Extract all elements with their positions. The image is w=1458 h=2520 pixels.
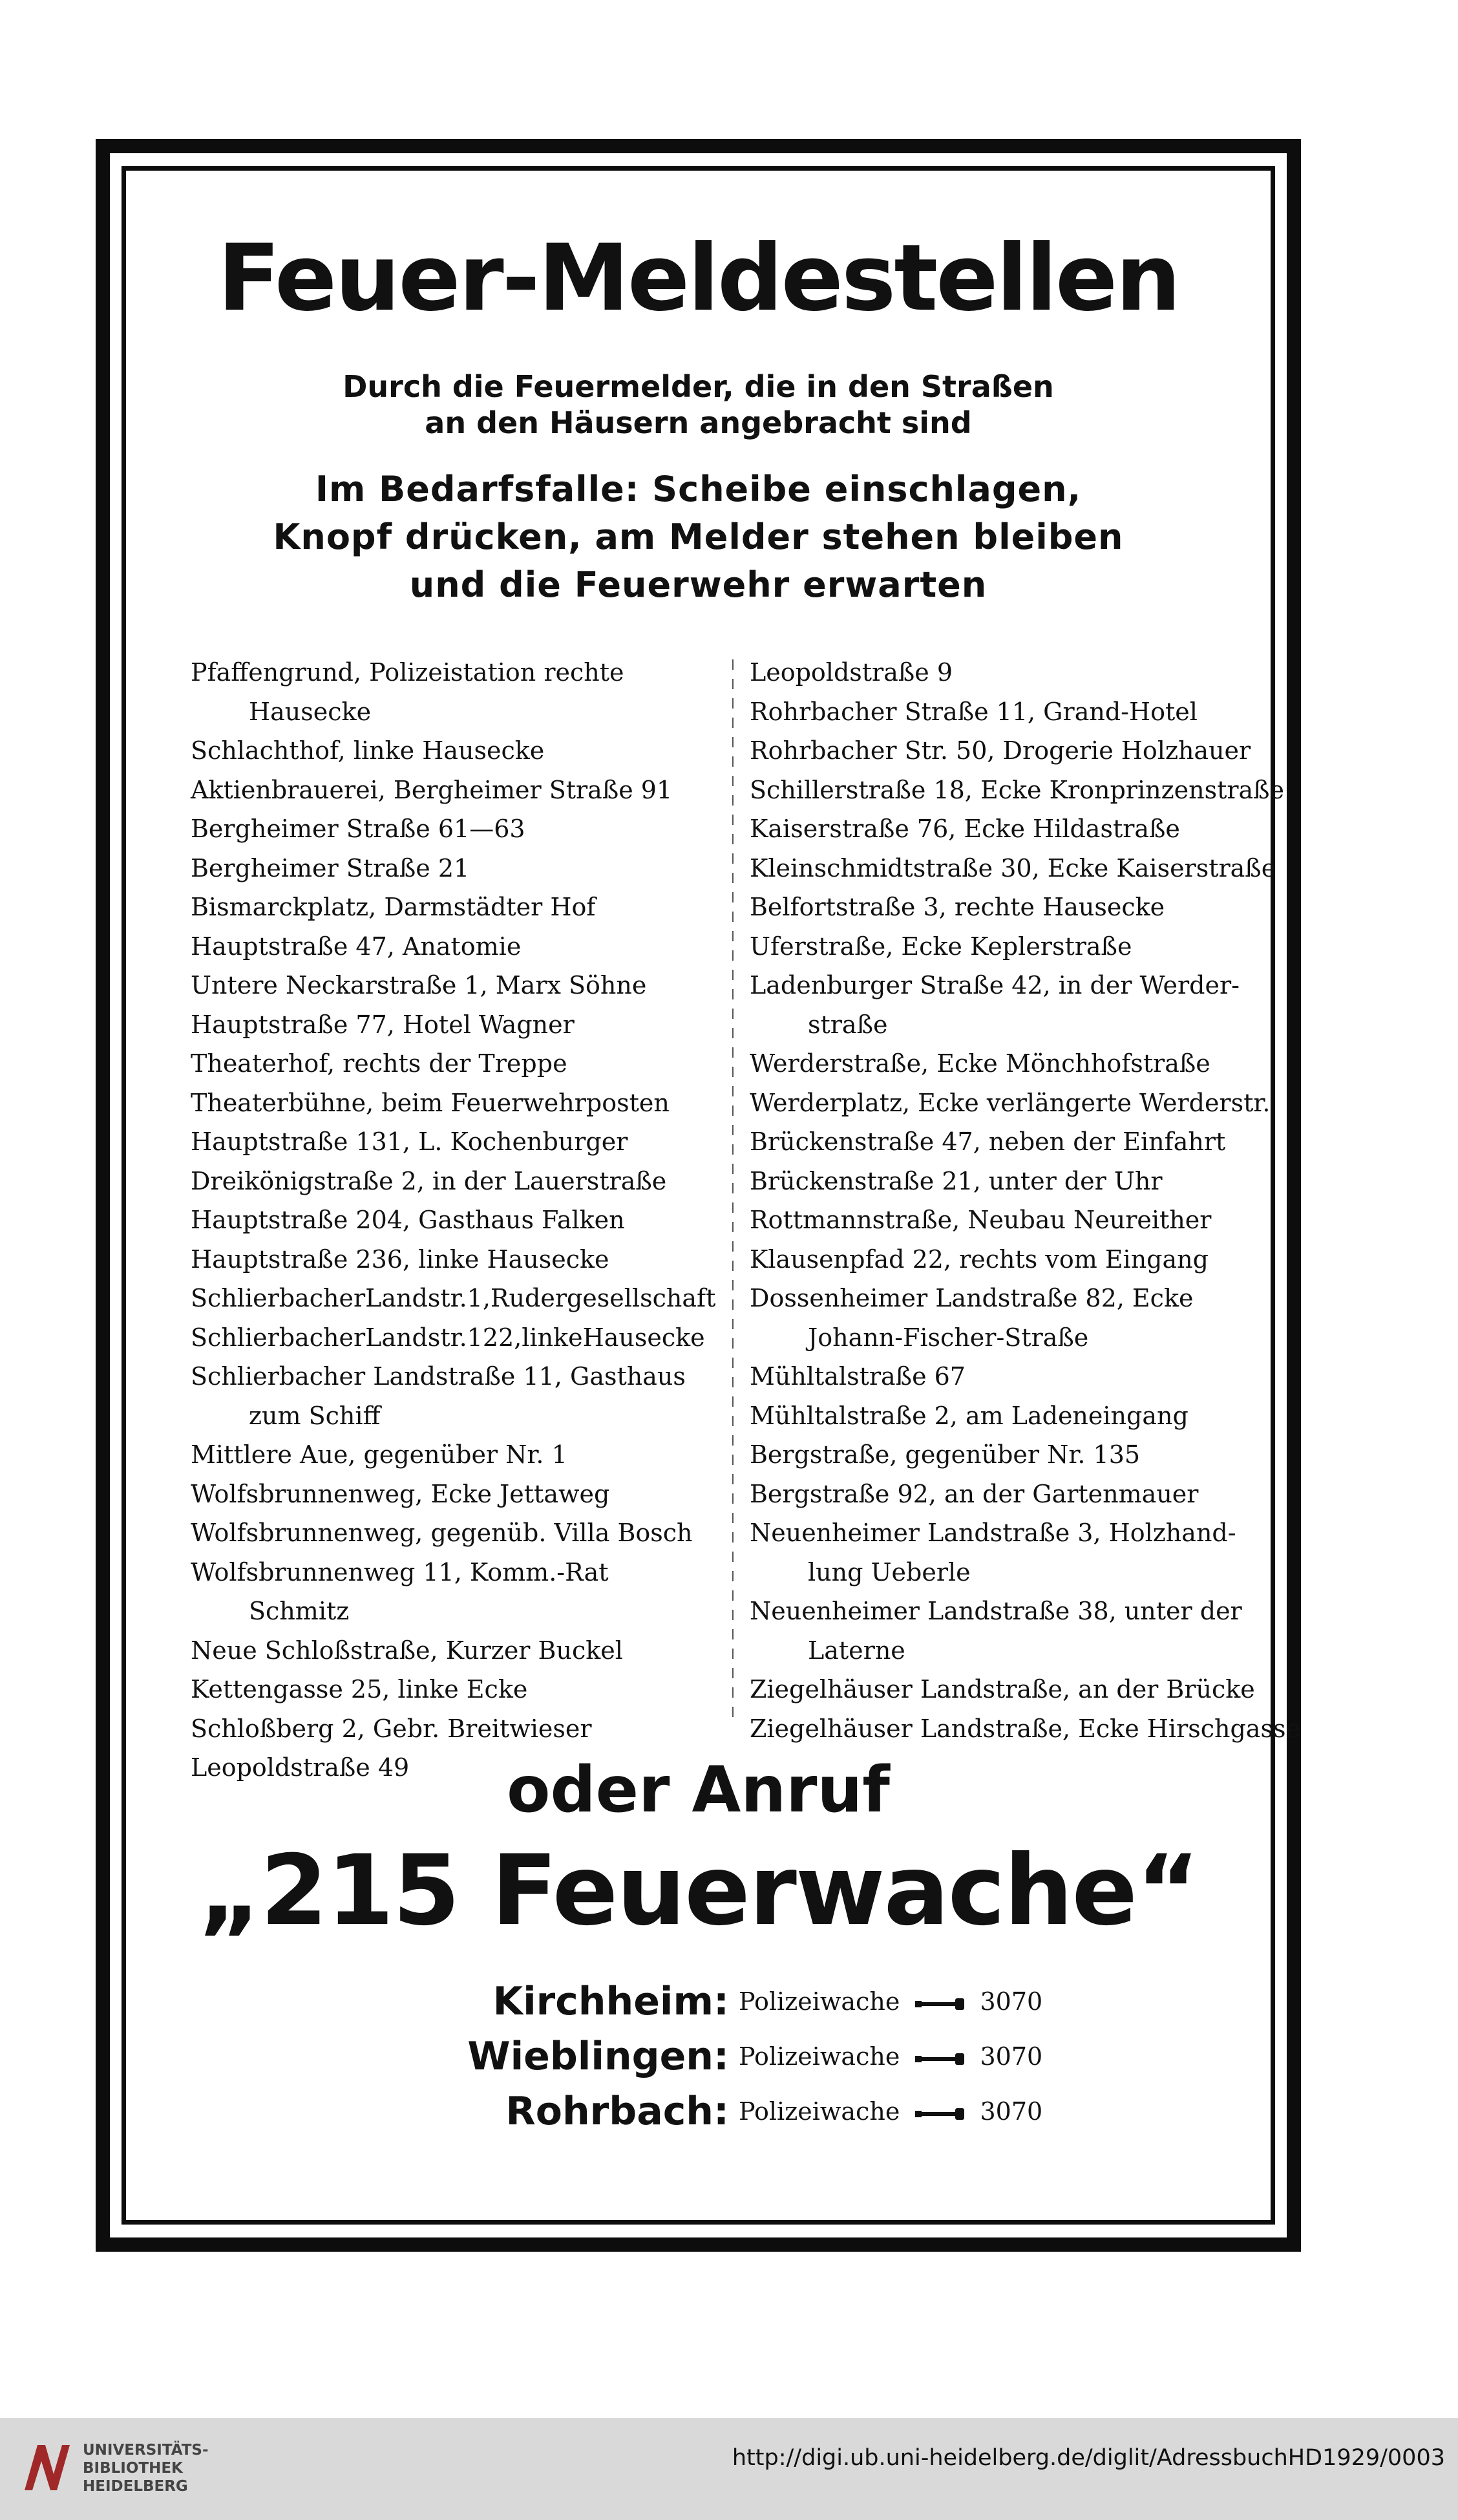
library-footer <box>0 2418 1458 2520</box>
location-entry: Kleinschmidtstraße 30, Ecke Kaiserstraße <box>750 853 1276 882</box>
location-entry: Bergheimer Straße 21 <box>191 853 470 882</box>
location-entry: Kaiserstraße 76, Ecke Hildastraße <box>750 815 1180 843</box>
location-entry: Mühltalstraße 2, am Ladeneingang <box>750 1401 1189 1430</box>
instructions-line-1: Im Bedarfsfalle: Scheibe einschlagen, <box>315 469 1082 509</box>
station-kirchheim <box>122 1975 1275 2028</box>
library-name <box>83 2441 209 2495</box>
subtitle-line-1: Durch die Feuermelder, die in den Straßen <box>343 369 1054 404</box>
station-name: Kirchheim: <box>492 1979 729 2024</box>
location-entry: Neue Schloßstraße, Kurzer Buckel <box>191 1636 623 1665</box>
station-service-label: Polizeiwache <box>739 2042 900 2071</box>
library-name-line-3: HEIDELBERG <box>83 2478 188 2495</box>
location-entry: Dossenheimer Landstraße 82, Ecke <box>750 1284 1194 1312</box>
location-entry: Theaterbühne, beim Feuerwehrposten <box>191 1088 670 1117</box>
station-name: Wieblingen: <box>467 2034 729 2079</box>
source-url-link[interactable]: http://digi.ub.uni-heidelberg.de/diglit/AdressbuchHD1929/0003 <box>732 2445 1445 2471</box>
location-entry: Hauptstraße 204, Gasthaus Falken <box>191 1206 625 1234</box>
location-entry: Klausenpfad 22, rechts vom Eingang <box>750 1244 1209 1274</box>
station-name: Rohrbach: <box>505 2089 729 2134</box>
location-entry: Bergstraße 92, an der Gartenmauer <box>750 1479 1199 1508</box>
telephone-icon <box>914 2106 966 2122</box>
location-entry: Wolfsbrunnenweg, Ecke Jettaweg <box>191 1479 610 1508</box>
location-entry: SchlierbacherLandstr.1,Rudergesellschaft <box>191 1284 716 1312</box>
location-entry: Bergstraße, gegenüber Nr. 135 <box>750 1440 1141 1469</box>
station-number: 3070 <box>980 2042 1043 2071</box>
location-entry: Mittlere Aue, gegenüber Nr. 1 <box>191 1440 567 1469</box>
location-entry: Rohrbacher Straße 11, Grand-Hotel <box>750 697 1198 726</box>
library-logo-icon <box>18 2439 76 2497</box>
location-entry: Werderstraße, Ecke Mönchhofstraße <box>750 1049 1210 1078</box>
location-entry: Werderplatz, Ecke verlängerte Werderstr. <box>750 1088 1271 1117</box>
station-service <box>739 1975 1042 2028</box>
location-entry: Schlierbacher Landstraße 11, Gasthaus <box>191 1362 686 1391</box>
location-entry: Leopoldstraße 9 <box>750 658 953 687</box>
location-entry: Johann-Fischer-Straße <box>808 1323 1089 1352</box>
location-entry: Pfaffengrund, Polizeistation rechte <box>191 658 624 687</box>
location-entry: Untere Neckarstraße 1, Marx Söhne <box>191 971 647 999</box>
location-entry: Hauptstraße 47, Anatomie <box>191 932 522 961</box>
locations-right-column <box>750 653 1300 1748</box>
location-entry: Hausecke <box>249 697 372 726</box>
location-entry: Schmitz <box>249 1597 350 1625</box>
locations-left-column <box>191 653 714 1788</box>
subtitle <box>122 368 1275 441</box>
location-entry: Rohrbacher Str. 50, Drogerie Holzhauer <box>750 736 1251 765</box>
page-title: Feuer-Meldestellen <box>217 225 1179 332</box>
location-entry: Leopoldstraße 49 <box>191 1753 410 1782</box>
column-divider <box>732 659 734 1726</box>
location-entry: straße <box>808 1010 888 1039</box>
telephone-icon <box>914 2051 966 2067</box>
call-label: oder Anruf <box>507 1753 890 1827</box>
location-entry: Bismarckplatz, Darmstädter Hof <box>191 893 596 921</box>
location-entry: Dreikönigstraße 2, in der Lauerstraße <box>191 1166 667 1195</box>
location-entry: Theaterhof, rechts der Treppe <box>191 1049 567 1078</box>
location-entry: Wolfsbrunnenweg, gegenüb. Villa Bosch <box>191 1519 693 1547</box>
location-entry: Aktienbrauerei, Bergheimer Straße 91 <box>191 775 673 804</box>
location-entry: Bergheimer Straße 61—63 <box>191 815 525 843</box>
station-wieblingen <box>122 2030 1275 2083</box>
location-entry: zum Schiff <box>249 1401 381 1430</box>
location-entry: lung Ueberle <box>808 1557 971 1586</box>
location-entry: Schlachthof, linke Hausecke <box>191 736 545 765</box>
station-number: 3070 <box>980 1987 1043 2016</box>
location-entry: Belfortstraße 3, rechte Hausecke <box>750 893 1165 921</box>
location-entry: Brückenstraße 47, neben der Einfahrt <box>750 1127 1226 1156</box>
location-entry: Brückenstraße 21, unter der Uhr <box>750 1166 1163 1195</box>
station-service <box>739 2085 1042 2138</box>
telephone-icon <box>914 1996 966 2013</box>
location-entry: Hauptstraße 77, Hotel Wagner <box>191 1010 575 1039</box>
station-service-label: Polizeiwache <box>739 2097 900 2126</box>
location-entry: Neuenheimer Landstraße 3, Holzhand- <box>750 1519 1236 1547</box>
call-number: „215 Feuerwache“ <box>198 1835 1199 1947</box>
location-entry: Ziegelhäuser Landstraße, Ecke Hirschgasse <box>750 1714 1300 1743</box>
instructions-line-3: und die Feuerwehr erwarten <box>409 564 988 605</box>
location-entry: Ziegelhäuser Landstraße, an der Brücke <box>750 1675 1255 1703</box>
location-entry: Neuenheimer Landstraße 38, unter der <box>750 1597 1242 1625</box>
station-service-label: Polizeiwache <box>739 1987 900 2016</box>
location-entry: Schillerstraße 18, Ecke Kronprinzenstraße <box>750 775 1285 804</box>
location-entry: SchlierbacherLandstr.122,linkeHausecke <box>191 1323 705 1352</box>
subtitle-line-2: an den Häusern angebracht sind <box>425 405 972 440</box>
station-rohrbach <box>122 2085 1275 2138</box>
location-entry: Schloßberg 2, Gebr. Breitwieser <box>191 1714 592 1743</box>
library-name-line-1: UNIVERSITÄTS- <box>83 2442 209 2459</box>
station-number: 3070 <box>980 2097 1043 2126</box>
location-entry: Mühltalstraße 67 <box>750 1362 966 1391</box>
location-entry: Ladenburger Straße 42, in der Werder- <box>750 971 1240 999</box>
location-entry: Wolfsbrunnenweg 11, Komm.-Rat <box>191 1557 609 1586</box>
library-name-line-2: BIBLIOTHEK <box>83 2460 183 2477</box>
station-service <box>739 2030 1042 2083</box>
location-entry: Rottmannstraße, Neubau Neureither <box>750 1206 1212 1234</box>
location-entry: Kettengasse 25, linke Ecke <box>191 1675 528 1703</box>
location-entry: Uferstraße, Ecke Keplerstraße <box>750 932 1132 961</box>
instructions <box>122 465 1275 609</box>
location-entry: Hauptstraße 131, L. Kochenburger <box>191 1127 628 1156</box>
location-entry: Laterne <box>808 1636 905 1665</box>
instructions-line-2: Knopf drücken, am Melder stehen bleiben <box>273 517 1124 557</box>
location-entry: Hauptstraße 236, linke Hausecke <box>191 1244 609 1274</box>
